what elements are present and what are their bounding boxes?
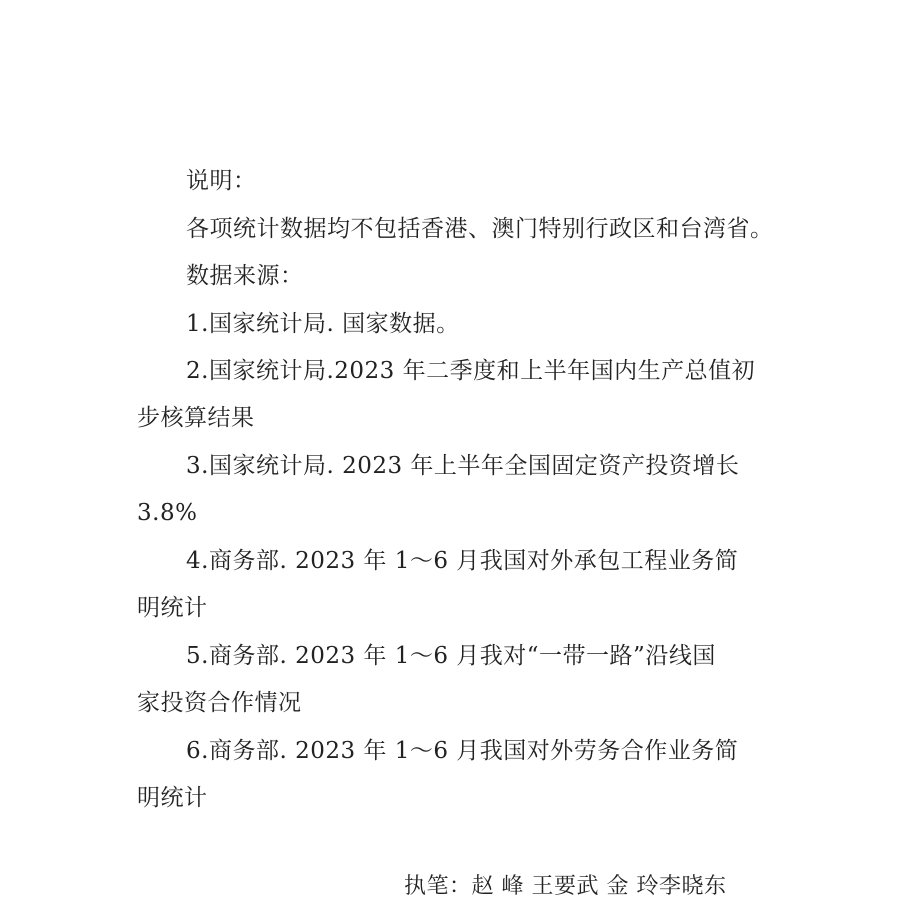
explanation-heading: 说明：: [186, 168, 257, 194]
source-5-line-2: 家投资合作情况: [137, 690, 302, 716]
source-2-line-1: 2.国家统计局.2023 年二季度和上半年国内生产总值初: [186, 358, 756, 384]
source-3-line-2: 3.8%: [137, 500, 198, 526]
source-4-line-2: 明统计: [137, 595, 208, 621]
source-6-line-2: 明统计: [137, 785, 208, 811]
source-5-line-1: 5.商务部. 2023 年 1～6 月我对“一带一路”沿线国: [186, 643, 716, 669]
source-3-line-1: 3.国家统计局. 2023 年上半年全国固定资产投资增长: [186, 453, 740, 479]
explanation-note: 各项统计数据均不包括香港、澳门特别行政区和台湾省。: [186, 216, 774, 242]
source-2-line-2: 步核算结果: [137, 405, 255, 431]
sources-heading: 数据来源：: [186, 263, 304, 289]
author-credit: 执笔：赵 峰 王要武 金 玲李晓东: [404, 874, 727, 899]
source-6-line-1: 6.商务部. 2023 年 1～6 月我国对外劳务合作业务简: [186, 738, 739, 764]
source-4-line-1: 4.商务部. 2023 年 1～6 月我国对外承包工程业务简: [186, 548, 739, 574]
source-1-line-1: 1.国家统计局. 国家数据。: [186, 311, 460, 337]
